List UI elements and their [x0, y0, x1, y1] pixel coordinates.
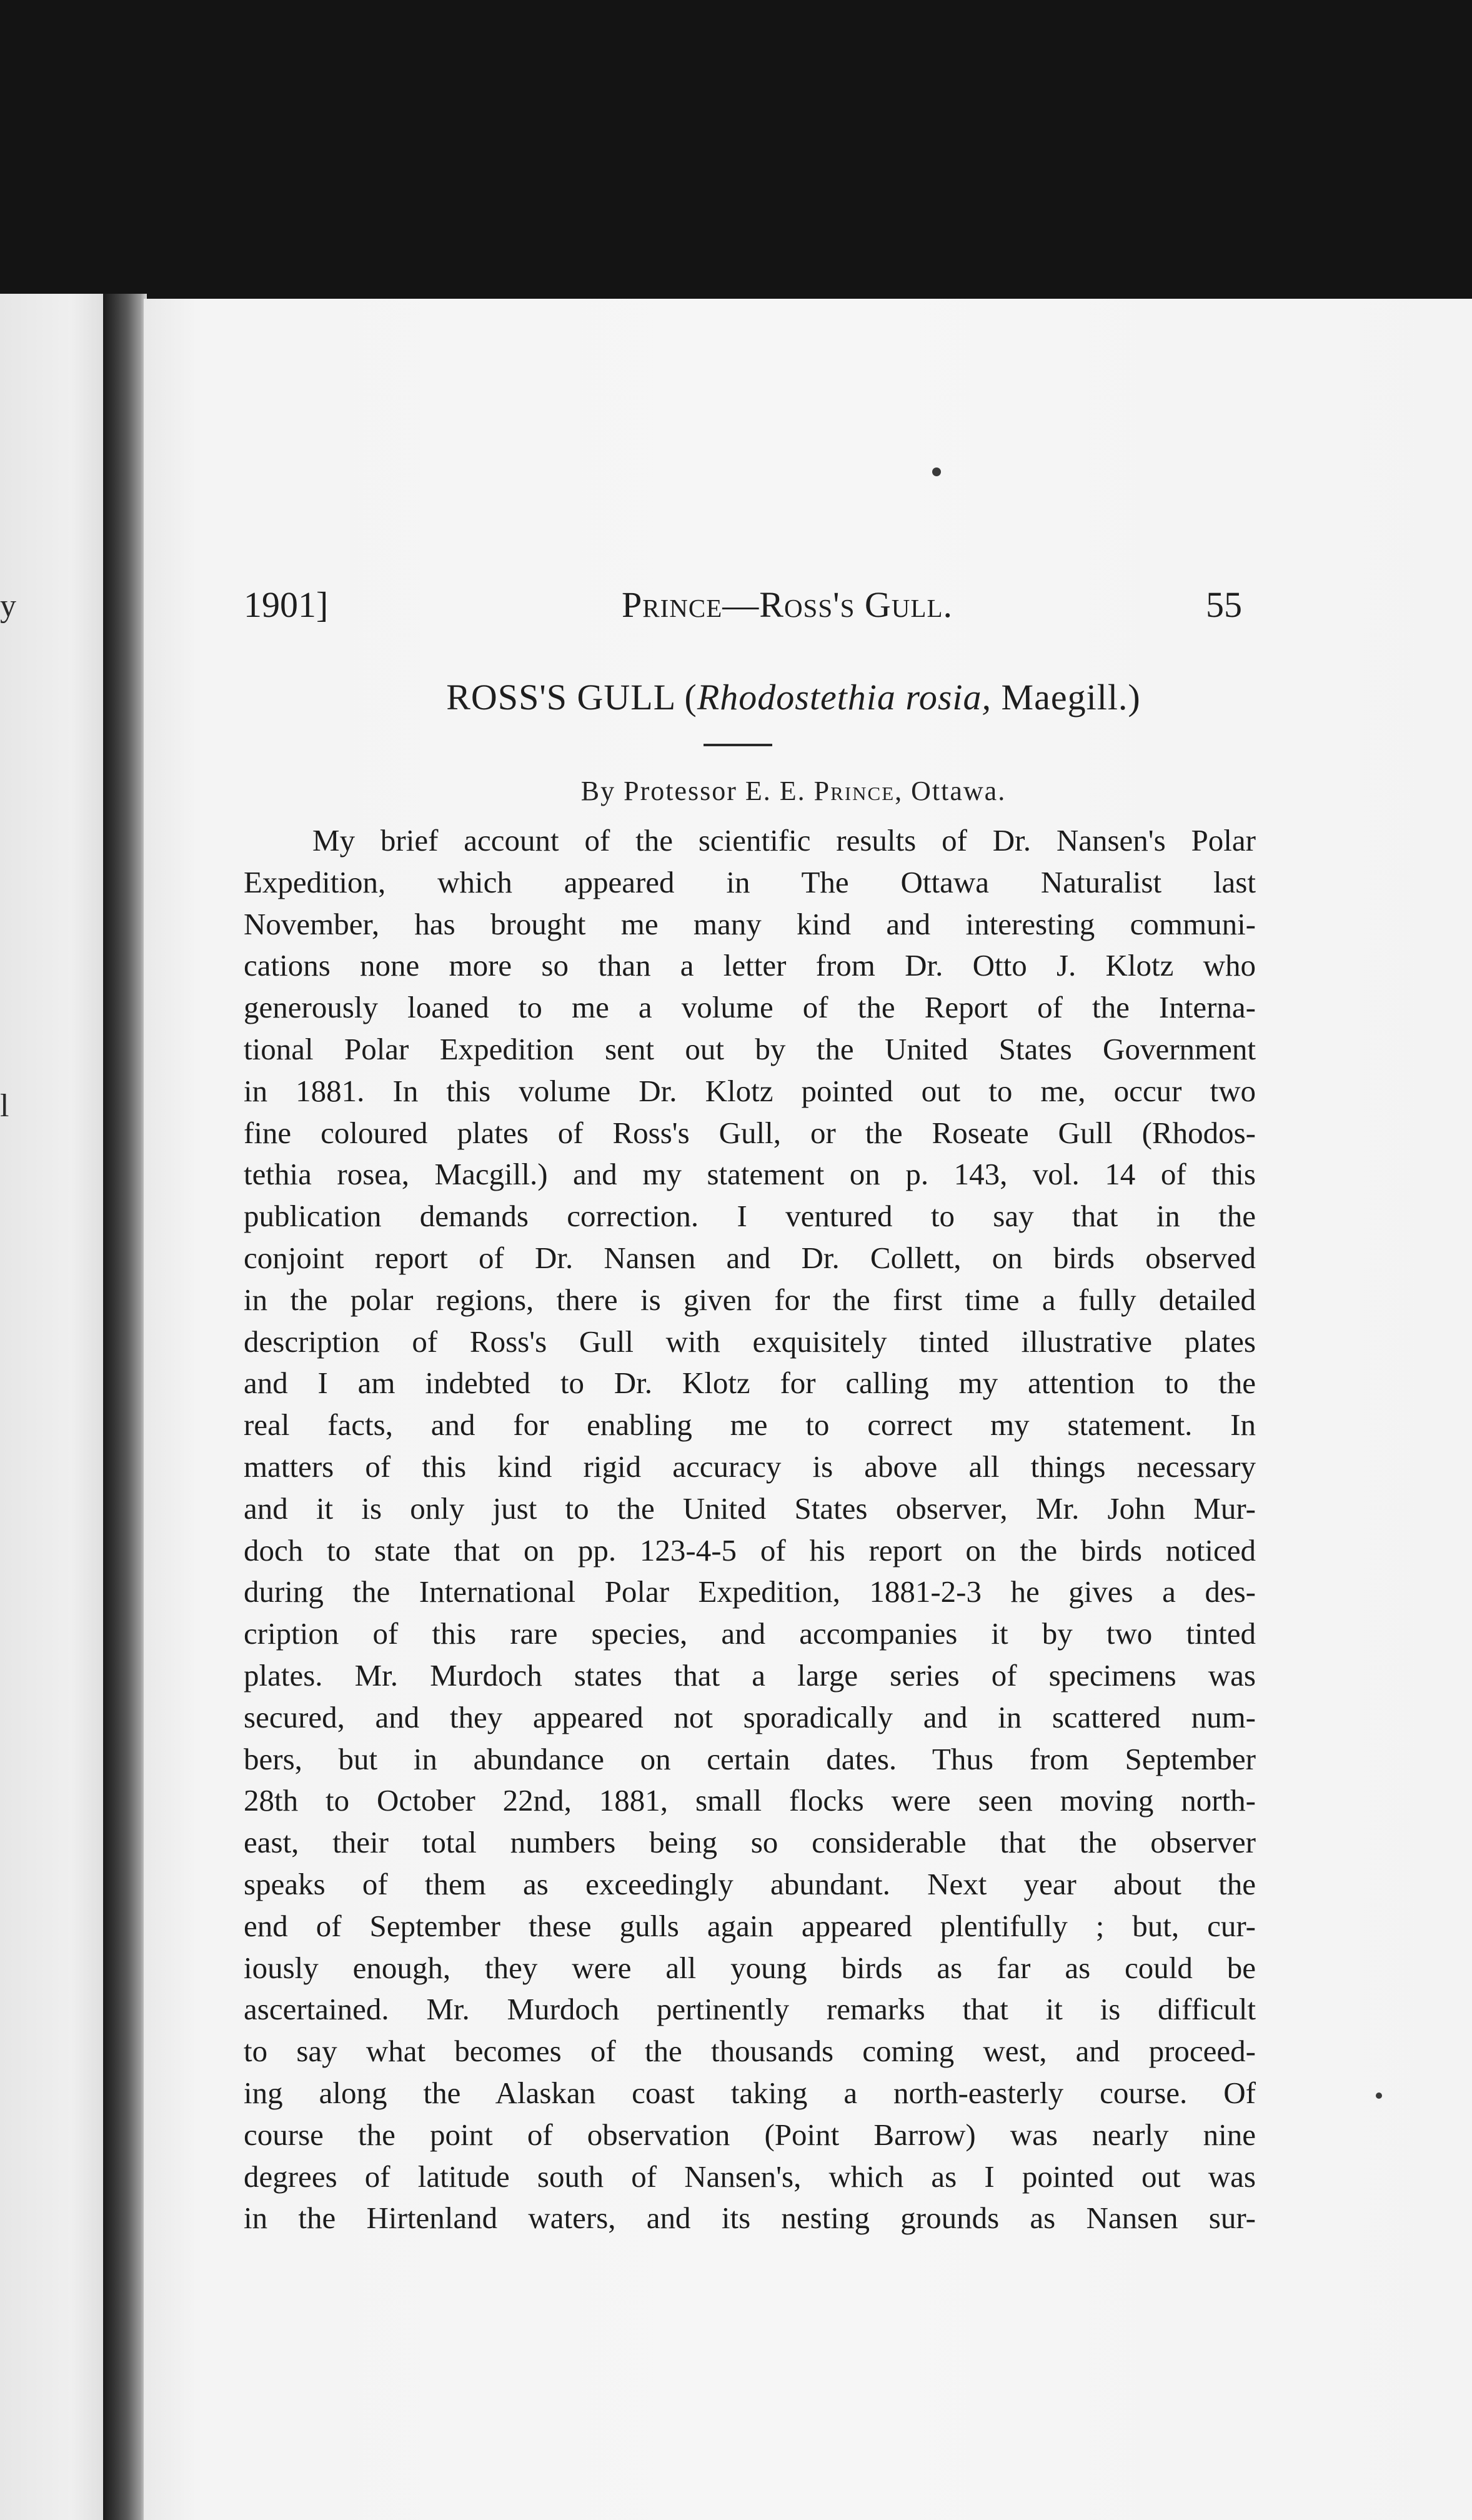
title-rule: [704, 744, 772, 746]
body-line: November, has brought me many kind and interesting communi-: [244, 906, 1256, 941]
book-page: [144, 299, 1472, 2520]
byline-suffix: , Ottawa.: [895, 776, 1007, 806]
body-line: and I am indebted to Dr. Klotz for calling my attention to the: [244, 1366, 1256, 1401]
body-line: bers, but in abundance on certain dates. Thus from September: [244, 1741, 1256, 1776]
left-page-fragment: y: [0, 588, 16, 624]
body-line: secured, and they appeared not sporadically and in scattered num-: [244, 1699, 1256, 1734]
running-head-year: 1901]: [244, 584, 329, 625]
body-line: generously loaned to me a volume of the Report of the Interna-: [244, 990, 1256, 1025]
body-line: course the point of observation (Point Barrow) was nearly nine: [244, 2117, 1256, 2152]
byline-prefix: By Protessor E. E.: [580, 776, 814, 806]
body-line: 28th to October 22nd, 1881, small flocks were seen moving north-: [244, 1783, 1256, 1818]
body-line: cription of this rare species, and accompanies it by two tinted: [244, 1616, 1256, 1651]
paper-speck: [932, 468, 941, 476]
body-line: end of September these gulls again appeared plentifully ; but, cur-: [244, 1908, 1256, 1943]
body-line: speaks of them as exceedingly abundant. Next year about the: [244, 1866, 1256, 1901]
article-title-author: Maegill.): [992, 677, 1141, 718]
body-line: tethia rosea, Macgill.) and my statement on p. 143, vol. 14 of this: [244, 1157, 1256, 1192]
body-line: Expedition, which appeared in The Ottawa Naturalist last: [244, 864, 1256, 899]
body-line: My brief account of the scientific results of Dr. Nansen's Polar: [312, 823, 1256, 858]
body-line: publication demands correction. I ventured to say that in the: [244, 1199, 1256, 1234]
body-line: in the polar regions, there is given for the first time a fully detailed: [244, 1282, 1256, 1317]
article-title-main: ROSS'S GULL (: [446, 677, 697, 718]
body-line: and it is only just to the United States observer, Mr. John Mur-: [244, 1491, 1256, 1526]
body-line: matters of this kind rigid accuracy is above all things necessary: [244, 1449, 1256, 1484]
body-line: real facts, and for enabling me to correct my statement. In: [244, 1408, 1256, 1442]
body-line: conjoint report of Dr. Nansen and Dr. Collett, on birds observed: [244, 1240, 1256, 1275]
dark-background: [0, 0, 1472, 300]
book-gutter: [103, 294, 147, 2520]
previous-page-edge: [0, 294, 119, 2520]
body-line: ascertained. Mr. Murdoch pertinently remarks that it is difficult: [244, 1992, 1256, 2027]
paper-speck: [1376, 2092, 1382, 2099]
article-title-species: Rhodostethia rosia,: [697, 677, 992, 718]
body-line: tional Polar Expedition sent out by the United States Government: [244, 1031, 1256, 1066]
body-line: ing along the Alaskan coast taking a north-easterly course. Of: [244, 2075, 1256, 2110]
running-head-title: Prince—Ross's Gull.: [622, 584, 953, 625]
body-line: in 1881. In this volume Dr. Klotz pointed out to me, occur two: [244, 1073, 1256, 1108]
page-number: 55: [1206, 584, 1242, 625]
body-line: doch to state that on pp. 123-4-5 of his report on the birds noticed: [244, 1532, 1256, 1568]
byline: [269, 775, 1318, 807]
article-title: [269, 676, 1318, 718]
body-line: iously enough, they were all young birds as far as could be: [244, 1950, 1256, 1985]
body-line: plates. Mr. Murdoch states that a large series of specimens was: [244, 1658, 1256, 1692]
body-line: to say what becomes of the thousands coming west, and proceed-: [244, 2034, 1256, 2069]
byline-author: Prince: [813, 776, 895, 806]
body-line: in the Hirtenland waters, and its nesting grounds as Nansen sur-: [244, 2201, 1256, 2236]
body-line: degrees of latitude south of Nansen's, which as I pointed out was: [244, 2159, 1256, 2194]
body-line: fine coloured plates of Ross's Gull, or the Roseate Gull (Rhodos-: [244, 1115, 1256, 1150]
body-line: description of Ross's Gull with exquisitely tinted illustrative plates: [244, 1324, 1256, 1359]
body-line: cations none more so than a letter from Dr. Otto J. Klotz who: [244, 948, 1256, 983]
article-body: [244, 820, 1256, 2239]
left-page-fragment: l: [0, 1088, 9, 1124]
body-line: during the International Polar Expedition, 1881-2-3 he gives a des-: [244, 1574, 1256, 1609]
body-line: east, their total numbers being so considerable that the observer: [244, 1825, 1256, 1860]
